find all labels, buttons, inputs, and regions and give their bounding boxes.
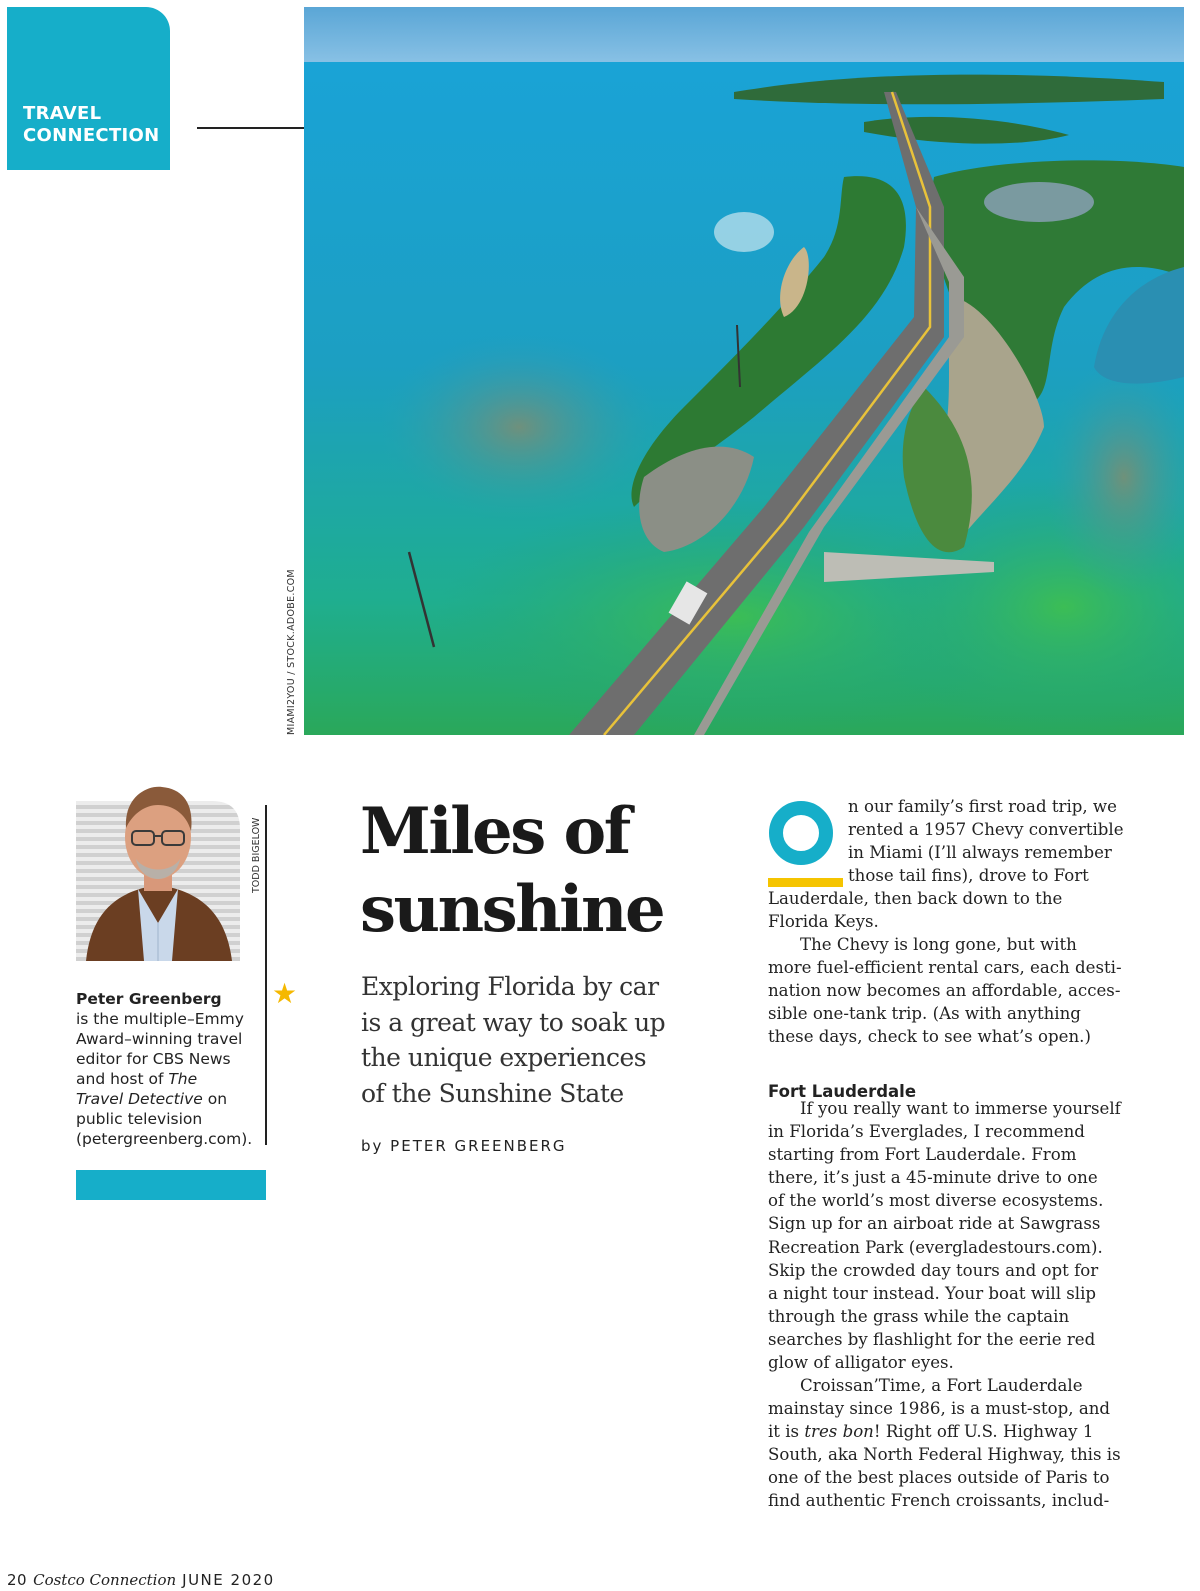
intro-text-full [768, 887, 1062, 933]
drop-cap-underline [768, 878, 843, 887]
intro-text-wrapped [848, 795, 1124, 887]
paragraph-4 [768, 1374, 1121, 1513]
dek-line: Exploring Florida by car [361, 972, 659, 1001]
body-line: Sign up for an airboat ride at Sawgrass [768, 1214, 1101, 1234]
body-line: of the world’s most diverse ecosystems. [768, 1191, 1104, 1211]
body-line: in Florida’s Everglades, I recommend [768, 1122, 1085, 1142]
body-line: The Chevy is long gone, but with [800, 935, 1077, 954]
italic-phrase: tres bon [804, 1422, 874, 1442]
body-line: If you really want to immerse yourself [800, 1099, 1121, 1118]
body-line: one of the best places outside of Paris to [768, 1468, 1110, 1488]
body-line: sible one-tank trip. (As with anything [768, 1004, 1081, 1024]
section-tag-line2: CONNECTION [23, 125, 160, 146]
show-title: Travel Detective [76, 1090, 203, 1108]
section-divider-line [197, 127, 304, 129]
drop-cap [768, 800, 834, 866]
bio-line: and host of [76, 1070, 169, 1088]
portrait-photo-credit: TODD BIGELOW [251, 817, 262, 893]
body-line: find authentic French croissants, includ- [768, 1491, 1110, 1511]
bio-line: (petergreenberg.com). [76, 1130, 253, 1148]
dek-line: the unique experiences [361, 1043, 647, 1072]
body-line: in Miami (I’ll always remember [848, 843, 1112, 863]
hero-photo-illustration [304, 7, 1184, 735]
hero-photo [304, 7, 1184, 735]
body-line: Croissan’Time, a Fort Lauderdale [800, 1376, 1083, 1395]
magazine-name: Costco Connection [33, 1571, 177, 1589]
body-line: Skip the crowded day tours and opt for [768, 1260, 1099, 1280]
subhead-fort-lauderdale: Fort Lauderdale [768, 1082, 917, 1101]
section-tag [7, 7, 170, 170]
author-portrait-illustration [76, 773, 240, 961]
byline: by PETER GREENBERG [361, 1137, 567, 1155]
body-line: those tail fins), drove to Fort [848, 866, 1089, 886]
dek-line: of the Sunshine State [361, 1078, 624, 1108]
body-line: more fuel-efficient rental cars, each desti- [768, 958, 1122, 978]
show-title: The [168, 1070, 198, 1088]
headline-line: sunshine [360, 872, 664, 947]
paragraph-3 [768, 1097, 1121, 1374]
bio-line: public television [76, 1110, 203, 1128]
body-line: mainstay since 1986, is a must-stop, and [768, 1399, 1111, 1419]
body-line: Recreation Park (evergladestours.com). [768, 1237, 1103, 1257]
body-line: there, it’s just a 45-minute drive to one [768, 1168, 1098, 1188]
body-line: starting from Fort Lauderdale. From [768, 1145, 1077, 1165]
body-line: n our family’s first road trip, we [848, 797, 1117, 816]
body-line: rented a 1957 Chevy convertible [848, 820, 1124, 840]
body-line-mixed [768, 1420, 1121, 1443]
bio-line: Award–winning travel [76, 1030, 243, 1048]
bio-line: is the multiple–Emmy [76, 1010, 244, 1028]
author-portrait [76, 773, 240, 961]
body-line: a night tour instead. Your boat will slip [768, 1283, 1097, 1303]
body-line: searches by flashlight for the eerie red [768, 1329, 1096, 1349]
page-footer [7, 1571, 275, 1589]
drop-cap-letter-graphic [768, 800, 834, 866]
body-line: nation now becomes an affordable, acces- [768, 981, 1121, 1001]
star-icon: ★ [272, 977, 298, 1010]
body-text-span: it is [768, 1422, 805, 1442]
body-line: Florida Keys. [768, 912, 879, 932]
body-text-span: ! Right off U.S. Highway 1 [873, 1422, 1094, 1442]
issue-date: JUNE 2020 [182, 1571, 275, 1589]
accent-bar [76, 1170, 266, 1200]
section-tag-line1: TRAVEL [23, 103, 102, 124]
bio-line: editor for CBS News [76, 1050, 231, 1068]
hero-photo-credit: MIAMI2YOU / STOCK.ADOBE.COM [286, 569, 297, 735]
page-number: 20 [7, 1571, 28, 1589]
article-headline [360, 793, 700, 949]
headline-line: Miles of [360, 794, 629, 869]
bio-line: on [202, 1090, 228, 1108]
author-name: Peter Greenberg [76, 990, 222, 1008]
dek-line: is a great way to soak up [361, 1007, 666, 1037]
body-line: these days, check to see what’s open.) [768, 1027, 1091, 1047]
article-dek [361, 969, 691, 1111]
author-bio [76, 989, 266, 1149]
body-line: Lauderdale, then back down to the [768, 889, 1063, 908]
paragraph-2 [768, 933, 1122, 1048]
body-line: South, aka North Federal Highway, this is [768, 1445, 1121, 1465]
body-line: glow of alligator eyes. [768, 1353, 954, 1373]
body-line: through the grass while the captain [768, 1306, 1070, 1326]
